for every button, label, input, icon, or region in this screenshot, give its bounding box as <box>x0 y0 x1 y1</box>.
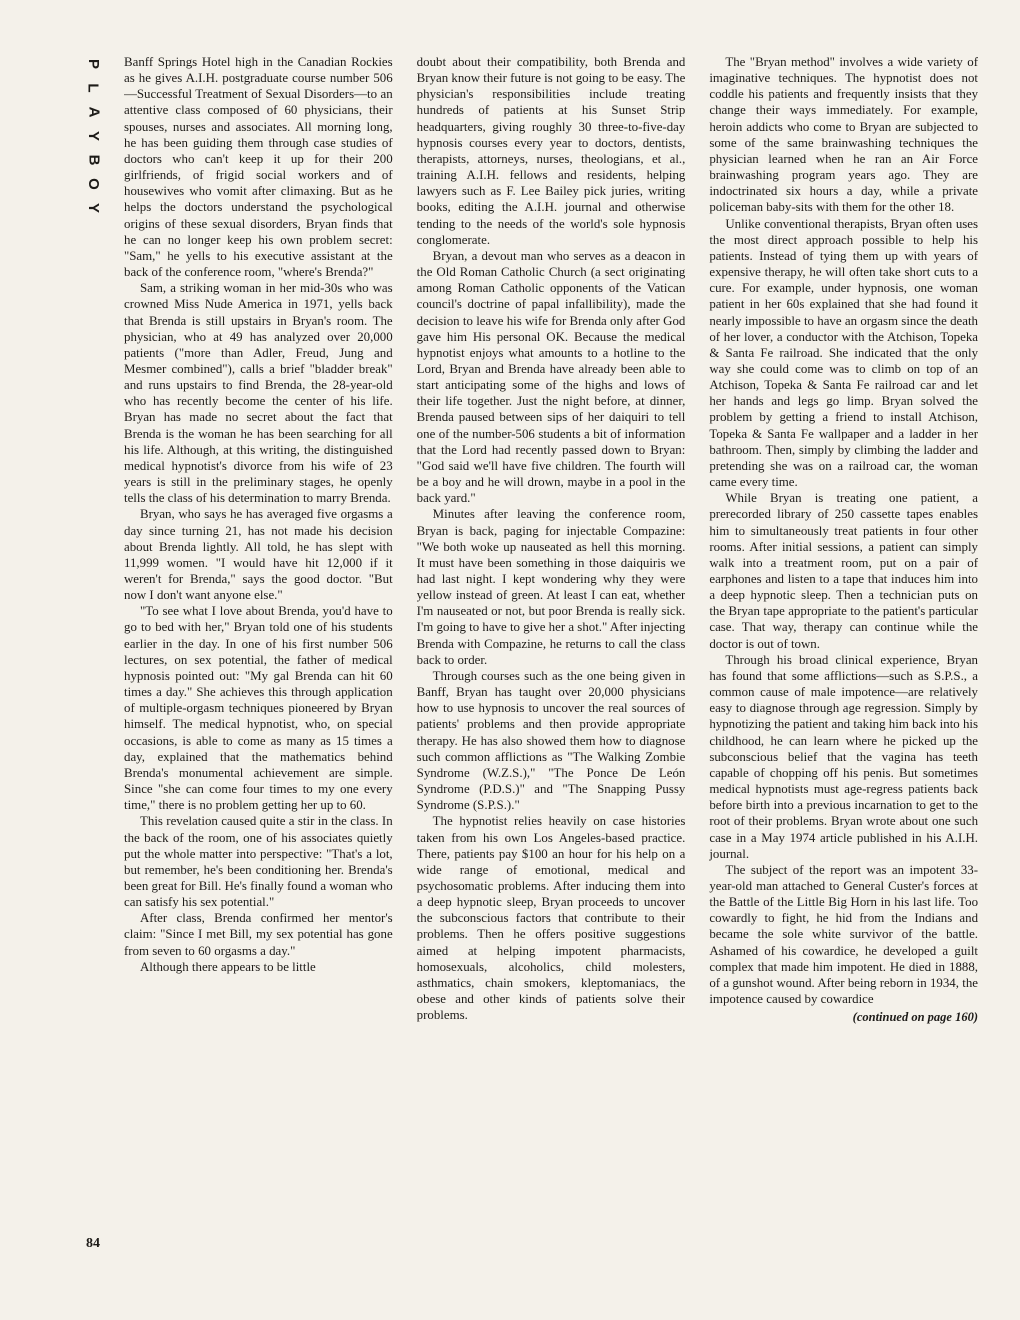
paragraph: doubt about their compatibility, both Brenda and Bryan know their future is not going to be easy. The physician's responsibilities include treating hundreds of patients at his Sunset Strip headquarters, giving roughly 30 three-to-five-day hypnosis courses every year to doctors, dentists, therapists, attorneys, nurses, theologians, et al., training A.I.H. fellows and residents, helping lawyers such as F. Lee Bailey pick juries, writing books, editing the A.I.H. journal and otherwise tending to the needs of the world's sole hypnosis conglomerate. <box>416 55 686 247</box>
masthead-letter: L <box>84 83 102 93</box>
paragraph: The hypnotist relies heavily on case histories taken from his own Los Angeles-based practice. There, patients pay $100 an hour for his help on a wide range of emotional, medical and psychosomatic problems. After inducing them into a deep hypnotic sleep, Bryan proceeds to uncover the subconscious factors that contribute to their problems. Then he offers positive suggestions aimed at helping impotent pharmacists, homosexuals, alcoholics, child molesters, asthmatics, chain smokers, kleptomaniacs, the obese and other kinds of patients solve their problems. <box>416 814 686 1023</box>
masthead-letter: P <box>84 58 102 70</box>
masthead-letter: O <box>84 178 102 190</box>
paragraph: The subject of the report was an impotent 33-year-old man attached to General Custer's forces at the Battle of the Little Big Horn in his last life. Too cowardly to fight, he hid from the Indians and became the sole white survivor of the battle. Ashamed of his cowardice, he developed a guilt complex that made him impotent. He died in 1888, of a gunshot wound. After being reborn in 1934, the impotence caused by cowardice <box>709 862 979 1007</box>
paragraph: The "Bryan method" involves a wide variety of imaginative techniques. The hypnotist does not coddle his patients and frequently insists that they change their ways immediately. For example, heroin addicts who come to Bryan are subjected to some of the same brainwashing techniques the physician learned when he ran an Air Force brainwashing program years ago. They are indoctrinated six hours a day, while a private policeman baby-sits with them for the other 18. <box>709 55 979 215</box>
paragraph: Bryan, a devout man who serves as a deacon in the Old Roman Catholic Church (a sect originating among Roman Catholic opponents of the Vatican council's doctrine of papal infallibility), made the decision to leave his wife for Brenda only after God gave him His personal OK. Because the medical hypnotist enjoys what amounts to a hotline to the Lord, Bryan and Brenda have already been able to start anticipating some of the highs and lows of their life together. Just the night before, at dinner, Brenda paused between sips of her daiquiri to tell one of the number-506 students a bit of information that the Lord had recently passed down to Bryan: "God said we'll have five children. The fourth will be a boy and he will drown, maybe in a pool in the back yard." <box>416 248 686 506</box>
text-column-1 <box>124 54 393 1264</box>
paragraph: After class, Brenda confirmed her mentor's claim: "Since I met Bill, my sex potential has gone from seven to 60 orgasms a day." <box>124 911 393 958</box>
paragraph: Through his broad clinical experience, Bryan has found that some afflictions—such as S.P.S., a common cause of male impotence—are relatively easy to diagnose through age regression. Simply by hypnotizing the patient and taking him back into his childhood, he can learn where he picked up the subconscious belief that the vagina has teeth capable of chopping off his penis. But sometimes medical hypnotists must age-regress patients back before birth into a previous incarnation to get to the root of their problems. Bryan wrote about one such case in a May 1974 article published in his A.I.H. journal. <box>709 652 979 861</box>
masthead-letter: A <box>85 106 102 118</box>
text-column-2 <box>417 54 686 1264</box>
masthead-letter: B <box>85 154 102 166</box>
continued-note[interactable]: (continued on page 160) <box>852 1010 979 1025</box>
paragraph: While Bryan is treating one patient, a prerecorded library of 250 cassette tapes enables him to simultaneously treat patients in four other rooms. After initial sessions, a patient can simply walk into a treatment room, put on a pair of earphones and listen to a tape that induces him into a deep hypnotic sleep. Then a technician puts on the Bryan tape appropriate to the patient's particular case. That way, therapy can continue while the doctor is out of town. <box>709 491 979 651</box>
paragraph: Although there appears to be little <box>140 959 316 974</box>
paragraph: Through courses such as the one being given in Banff, Bryan has taught over 20,000 physicians how to use hypnosis to uncover the real sources of patients' problems and then provide appropriate therapy. He has also showed them how to diagnose such common afflictions as "The Walking Zombie Syndrome (W.Z.S.)," "The Ponce De León Syndrome (P.D.S.)" and "The Snapping Pussy Syndrome (S.P.S.)." <box>416 668 686 813</box>
paragraph: Minutes after leaving the conference room, Bryan is back, paging for injectable Compazine: "We both woke up nauseated as hell this morning. It must have been something in those daiquiris we had last night. I kept wondering why they were yellow instead of green. At least I can eat, whether I'm nauseated or not, but poor Brenda is really sick. I'm going to have to give her a shot." After injecting Brenda with Compazine, he returns to call the class back to order. <box>416 507 686 667</box>
magazine-masthead <box>78 52 108 220</box>
masthead-letter: Y <box>84 130 102 142</box>
paragraph: Unlike conventional therapists, Bryan often uses the most direct approach possible to help his patients. Instead of tying them up with years of expensive therapy, he will often take short cuts to a cure. For example, under hypnosis, one woman patient in her 60s explained that she had found it nearly impossible to have an orgasm since the death of her lover, a conductor with the Atchison, Topeka & Santa Fe railroad. She indicated that the only way she could come was to climb on top of an Atchison, Topeka & Santa Fe railroad car and let her hands and legs go limp. Bryan solved the problem by getting a friend to install Atchison, Topeka & Santa Fe wallpaper and a ladder in her bathroom. Then, simply by climbing the ladder and pretending she was on a railroad car, the woman came every time. <box>709 216 979 490</box>
masthead-letter: Y <box>84 202 102 214</box>
paragraph: Banff Springs Hotel high in the Canadian Rockies as he gives A.I.H. postgraduate course number 506—Successful Treatment of Sexual Disorders—to an attentive class composed of 60 physicians, their spouses, nurses and associates. All morning long, he has been guiding them through case studies of doctors who can't keep it up for their 200 girlfriends, of frigid social workers and of housewives who vomit after climaxing. But as he helps the doctors understand the psychological origins of these sexual disorders, Bryan finds that he can no longer keep his own problem secret: "Sam," he yells to his executive assistant at the back of the conference room, "where's Brenda?" <box>124 55 393 280</box>
text-column-3 <box>709 54 978 1264</box>
article-body <box>124 54 978 1264</box>
paragraph: Bryan, who says he has averaged five orgasms a day since turning 21, has not made his decision about Brenda lightly. All told, he has slept with 11,999 women. "I would have hit 12,000 if it weren't for Brenda," says the good doctor. "But now I don't want anyone else." <box>124 507 393 603</box>
paragraph: Sam, a striking woman in her mid-30s who was crowned Miss Nude America in 1971, yells back that Brenda is still upstairs in Bryan's room. The physician, who at 49 has analyzed over 20,000 patients ("more than Adler, Freud, Jung and Mesmer combined"), calls a brief "bladder break" and runs upstairs to find Brenda, the 28-year-old who has recently become the center of his life. Bryan has made no secret about the fact that Brenda is the woman he has been searching for all his life. Although, at this writing, the distinguished medical hypnotist's divorce from his wife of 23 years is still in the preliminary stages, he openly tells the class of his determination to marry Brenda. <box>124 281 393 506</box>
paragraph: This revelation caused quite a stir in the class. In the back of the room, one of his associates quietly put the whole matter into perspective: "That's a lot, but remember, he's been conditioning her. Brenda's been great for Bill. He's finally found a woman who can satisfy his sex potential." <box>124 814 393 910</box>
paragraph: "To see what I love about Brenda, you'd have to go to bed with her," Bryan told one of his students earlier in the day. In one of his first number 506 lectures, on sex potential, the father of medical hypnosis pointed out: "My gal Brenda can hit 60 times a day." She achieves this through application of multiple-orgasm techniques pioneered by Bryan himself. The medical hypnotist, who, on special occasions, is able to come as many as 15 times a day, explained that the mathematics behind Brenda's monumental achievement are simple. Since "she can come four times to my one every time," there is no problem getting her up to 60. <box>124 604 393 813</box>
page-number: 84 <box>86 1236 100 1251</box>
